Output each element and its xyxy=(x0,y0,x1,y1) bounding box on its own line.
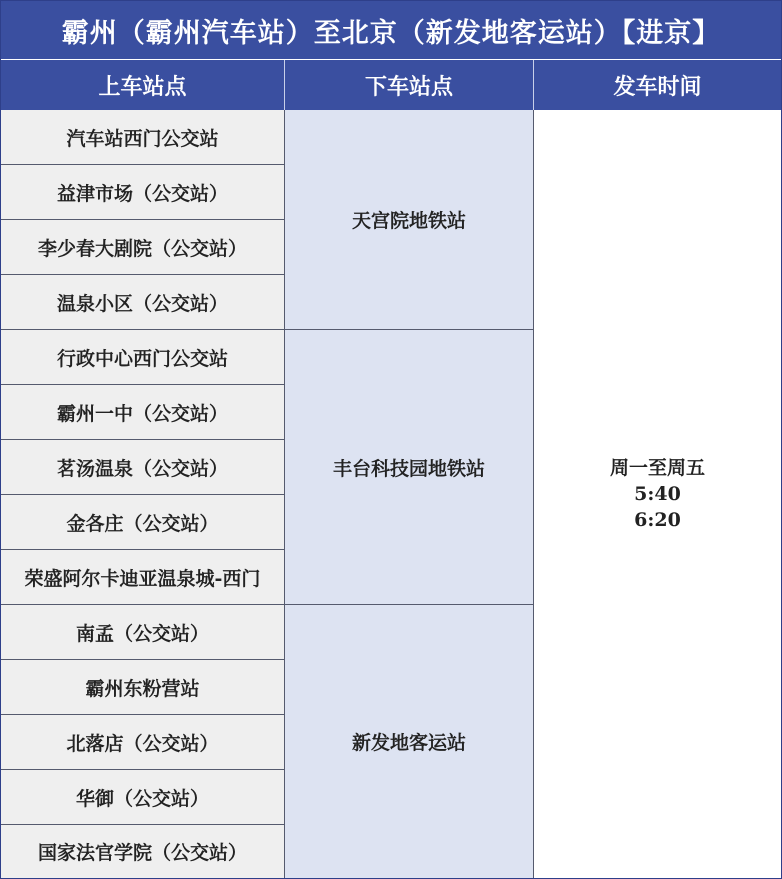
alighting-stop: 天宫院地铁站 xyxy=(285,110,534,330)
boarding-stop: 国家法官学院（公交站） xyxy=(1,825,285,878)
boarding-stop: 霸州东粉营站 xyxy=(1,660,285,715)
departure-days: 周一至周五 xyxy=(609,457,705,479)
departure-time: 5:40 xyxy=(634,483,681,505)
boarding-stop: 荣盛阿尔卡迪亚温泉城-西门 xyxy=(1,550,285,605)
header-boarding-stop: 上车站点 xyxy=(1,60,285,110)
departure-time-cell xyxy=(534,110,781,878)
header-alighting-stop: 下车站点 xyxy=(285,60,534,110)
header-row xyxy=(1,60,781,110)
boarding-stop: 金各庄（公交站） xyxy=(1,495,285,550)
boarding-stop: 温泉小区（公交站） xyxy=(1,275,285,330)
table-title: 霸州（霸州汽车站）至北京（新发地客运站）【进京】 xyxy=(1,1,781,59)
boarding-stop: 益津市场（公交站） xyxy=(1,165,285,220)
boarding-stop: 茗汤温泉（公交站） xyxy=(1,440,285,495)
boarding-stop: 汽车站西门公交站 xyxy=(1,110,285,165)
header-departure-time: 发车时间 xyxy=(534,60,781,110)
boarding-stop: 华御（公交站） xyxy=(1,770,285,825)
alighting-stop: 丰台科技园地铁站 xyxy=(285,330,534,605)
departure-time: 6:20 xyxy=(634,509,681,531)
boarding-stop: 北落店（公交站） xyxy=(1,715,285,770)
boarding-stop: 南孟（公交站） xyxy=(1,605,285,660)
boarding-stop: 李少春大剧院（公交站） xyxy=(1,220,285,275)
boarding-stop: 行政中心西门公交站 xyxy=(1,330,285,385)
alighting-stop: 新发地客运站 xyxy=(285,605,534,878)
boarding-stop: 霸州一中（公交站） xyxy=(1,385,285,440)
